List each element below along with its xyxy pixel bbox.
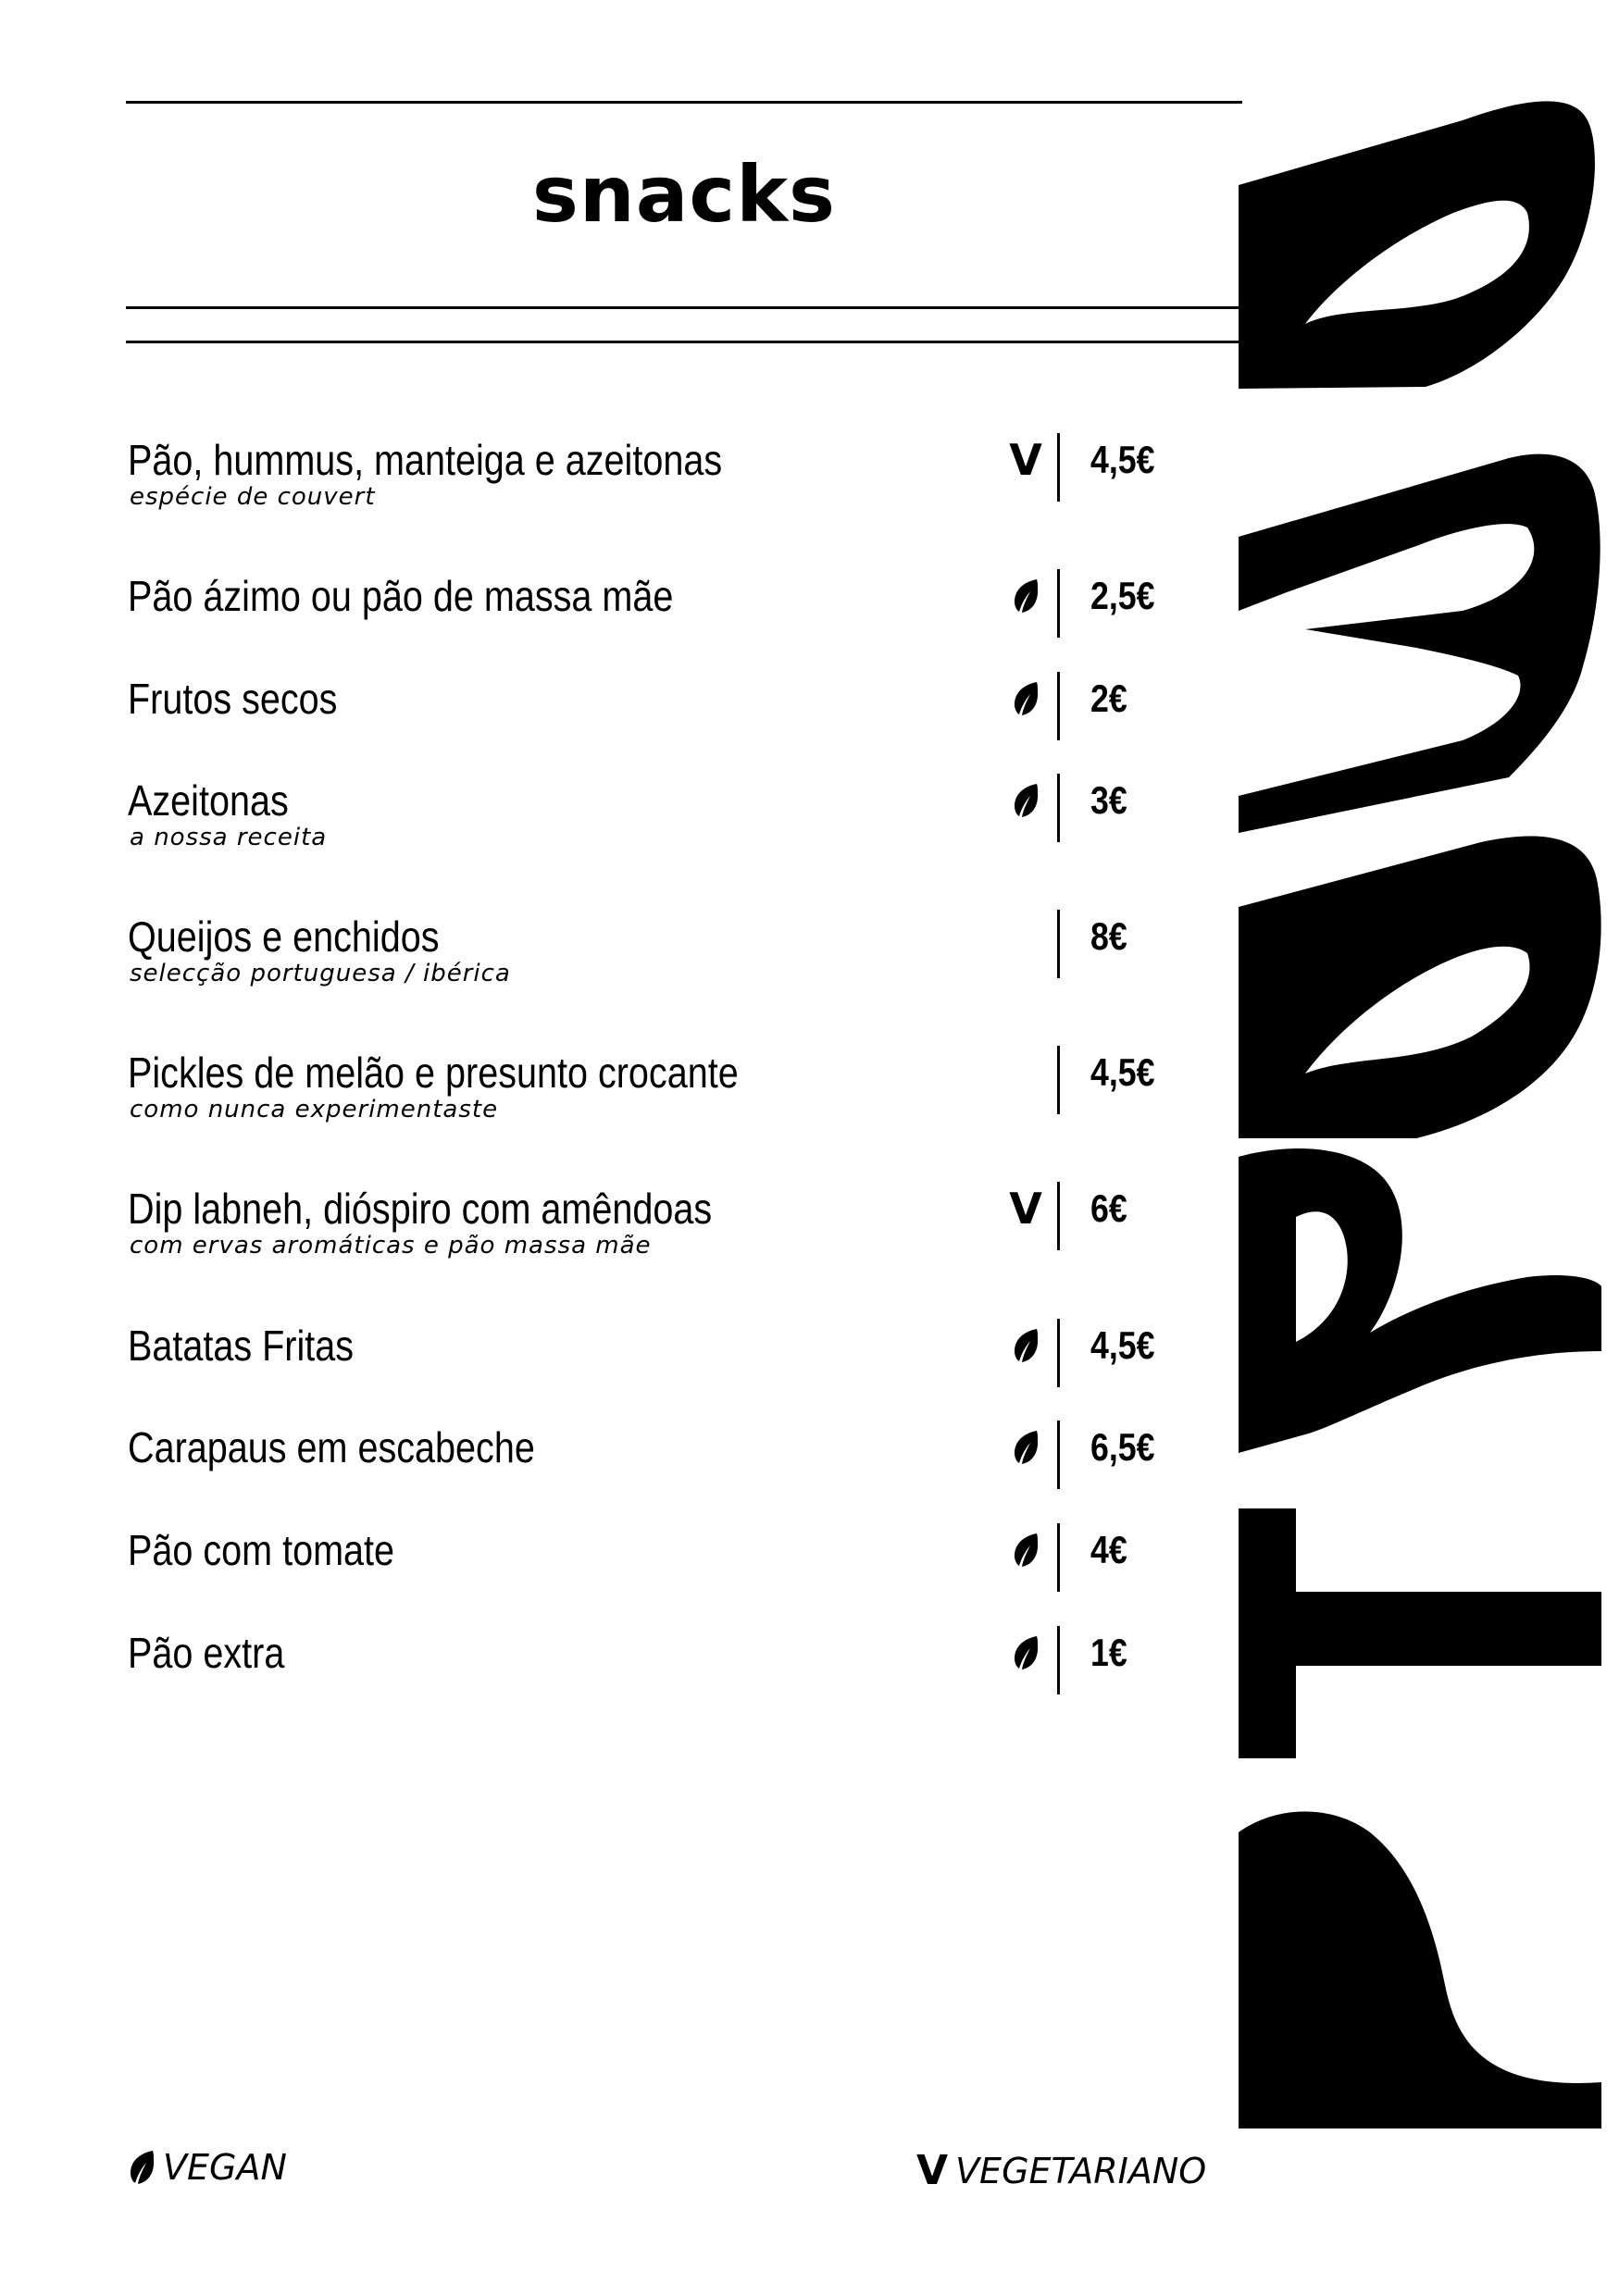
menu-item-name: Azeitonas: [128, 776, 289, 825]
menu-item-description: como nunca experimentaste: [130, 1096, 499, 1123]
price-divider: [1057, 569, 1060, 638]
leaf-icon: [1007, 1628, 1044, 1678]
menu-item-name: Batatas Fritas: [128, 1322, 355, 1370]
price-divider: [1057, 672, 1060, 740]
legend-vegan-label: VEGAN: [163, 2147, 287, 2188]
brand-letter-t-foot: [1239, 1812, 1601, 2129]
price-divider: [1057, 1421, 1060, 1489]
menu-item-name: Pão extra: [128, 1629, 285, 1677]
leaf-icon: [1007, 674, 1044, 724]
price-divider: [1057, 1182, 1060, 1250]
brand-letter-r: [1239, 1148, 1601, 1453]
menu-item-name: Queijos e enchidos: [128, 912, 440, 961]
leaf-icon: [1007, 1321, 1044, 1371]
legend-vegetarian-label: VEGETARIANO: [955, 2150, 1207, 2191]
price-divider: [1057, 1046, 1060, 1114]
brand-letter-a-2: [1239, 836, 1601, 1138]
leaf-icon: [1007, 1525, 1044, 1575]
leaf-icon: [128, 2149, 156, 2186]
menu-item-price: 4,5€: [1090, 1323, 1155, 1367]
vegetarian-mark: [1007, 1184, 1044, 1234]
menu-item-price: 2€: [1090, 676, 1127, 720]
vegetarian-mark: [1007, 435, 1044, 485]
menu-item-description: selecção portuguesa / ibérica: [130, 960, 511, 987]
brand-letter-a-1: [1239, 101, 1595, 389]
menu-item-name: Pickles de melão e presunto crocante: [128, 1049, 739, 1097]
vegetarian-mark: V: [916, 2147, 949, 2194]
menu-item-price: 1€: [1090, 1631, 1127, 1674]
page-title: snacks: [531, 149, 837, 240]
brand-wordmark: [1231, 93, 1611, 2212]
title-rule-lower: [126, 341, 1242, 343]
leaf-icon: [1007, 571, 1044, 621]
menu-item-price: 3€: [1090, 778, 1127, 822]
menu-item-price: 4,5€: [1090, 438, 1155, 481]
top-rule: [126, 101, 1242, 104]
menu-item-name: Dip labneh, dióspiro com amêndoas: [128, 1185, 713, 1233]
title-rule-upper: [126, 306, 1242, 309]
leaf-icon: [1007, 1422, 1044, 1472]
menu-item-name: Carapaus em escabeche: [128, 1423, 535, 1471]
menu-item-description: a nossa receita: [130, 824, 328, 851]
menu-item-price: 6€: [1090, 1186, 1127, 1230]
price-divider: [1057, 910, 1060, 978]
price-divider: [1057, 1523, 1060, 1592]
menu-item-name: Pão ázimo ou pão de massa mãe: [128, 572, 674, 620]
price-divider: [1057, 1319, 1060, 1387]
price-divider: [1057, 1626, 1060, 1694]
menu-item-price: 4€: [1090, 1528, 1127, 1571]
menu-item-name: Pão, hummus, manteiga e azeitonas: [128, 436, 723, 484]
menu-item-description: espécie de couvert: [130, 483, 376, 511]
vegetarian-mark-text: V: [1009, 1184, 1042, 1234]
brand-letter-v: [1239, 454, 1600, 833]
menu-item-description: com ervas aromáticas e pão massa mãe: [130, 1232, 652, 1260]
menu-item-name: Pão com tomate: [128, 1526, 395, 1574]
price-divider: [1057, 774, 1060, 842]
legend-vegan: [128, 2147, 287, 2188]
brand-letter-t: [1239, 1508, 1601, 1758]
menu-item-price: 4,5€: [1090, 1050, 1155, 1094]
menu-item-price: 2,5€: [1090, 574, 1155, 617]
menu-item-name: Frutos secos: [128, 675, 338, 723]
menu-item-price: 8€: [1090, 914, 1127, 958]
leaf-icon: [1007, 776, 1044, 825]
price-divider: [1057, 433, 1060, 502]
vegetarian-mark-text: V: [1009, 435, 1042, 485]
legend-vegetarian: [916, 2147, 1206, 2194]
menu-item-price: 6,5€: [1090, 1425, 1155, 1469]
